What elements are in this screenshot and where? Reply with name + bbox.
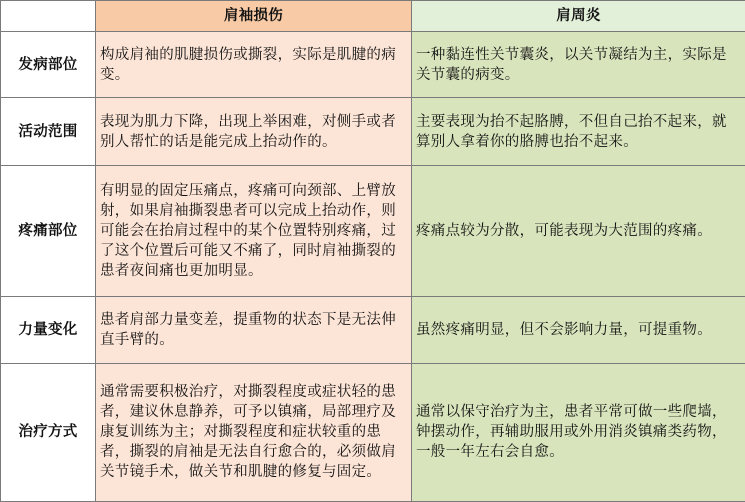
header-row [1, 1, 745, 32]
rotator-cuff-cell: 患者肩部力量变差，提重物的状态下是无法伸直手臂的。 [96, 296, 412, 363]
frozen-shoulder-cell: 主要表现为抬不起胳膊，不但自己抬不起来，就算别人拿着你的胳膊也抬不起来。 [412, 98, 745, 166]
corner-cell [1, 1, 96, 32]
row-label: 治疗方式 [1, 363, 96, 501]
rotator-cuff-cell: 通常需要积极治疗，对撕裂程度或症状轻的患者，建议休息静养，可予以镇痛，局部理疗及康复训练为主；对撕裂程度和症状较重的患者，撕裂的肩袖是无法自行愈合的，必须做肩关节镜手术，做关节和肌腱的修复与固定。 [96, 363, 412, 501]
frozen-shoulder-cell: 虽然疼痛明显，但不会影响力量，可提重物。 [412, 296, 745, 363]
header-frozen-shoulder: 肩周炎 [412, 1, 745, 32]
frozen-shoulder-cell: 一种黏连性关节囊炎，以关节凝结为主，实际是关节囊的病变。 [412, 32, 745, 98]
table-row [1, 166, 745, 296]
row-label: 发病部位 [1, 32, 96, 98]
table-row [1, 98, 745, 166]
rotator-cuff-cell: 构成肩袖的肌腱损伤或撕裂，实际是肌腱的病变。 [96, 32, 412, 98]
table-row [1, 363, 745, 501]
rotator-cuff-cell: 表现为肌力下降，出现上举困难，对侧手或者别人帮忙的话是能完成上抬动作的。 [96, 98, 412, 166]
table-row [1, 296, 745, 363]
table-row [1, 32, 745, 98]
rotator-cuff-cell: 有明显的固定压痛点，疼痛可向颈部、上臂放射，如果肩袖撕裂患者可以完成上抬动作，则可能会在抬肩过程中的某个位置特别疼痛，过了这个位置后可能又不痛了，同时肩袖撕裂的患者夜间痛也更加明显。 [96, 166, 412, 296]
header-rotator-cuff-injury: 肩袖损伤 [96, 1, 412, 32]
row-label: 力量变化 [1, 296, 96, 363]
frozen-shoulder-cell: 通常以保守治疗为主，患者平常可做一些爬墙，钟摆动作，再辅助服用或外用消炎镇痛类药物，一般一年左右会自愈。 [412, 363, 745, 501]
frozen-shoulder-cell: 疼痛点较为分散，可能表现为大范围的疼痛。 [412, 166, 745, 296]
row-label: 疼痛部位 [1, 166, 96, 296]
row-label: 活动范围 [1, 98, 96, 166]
